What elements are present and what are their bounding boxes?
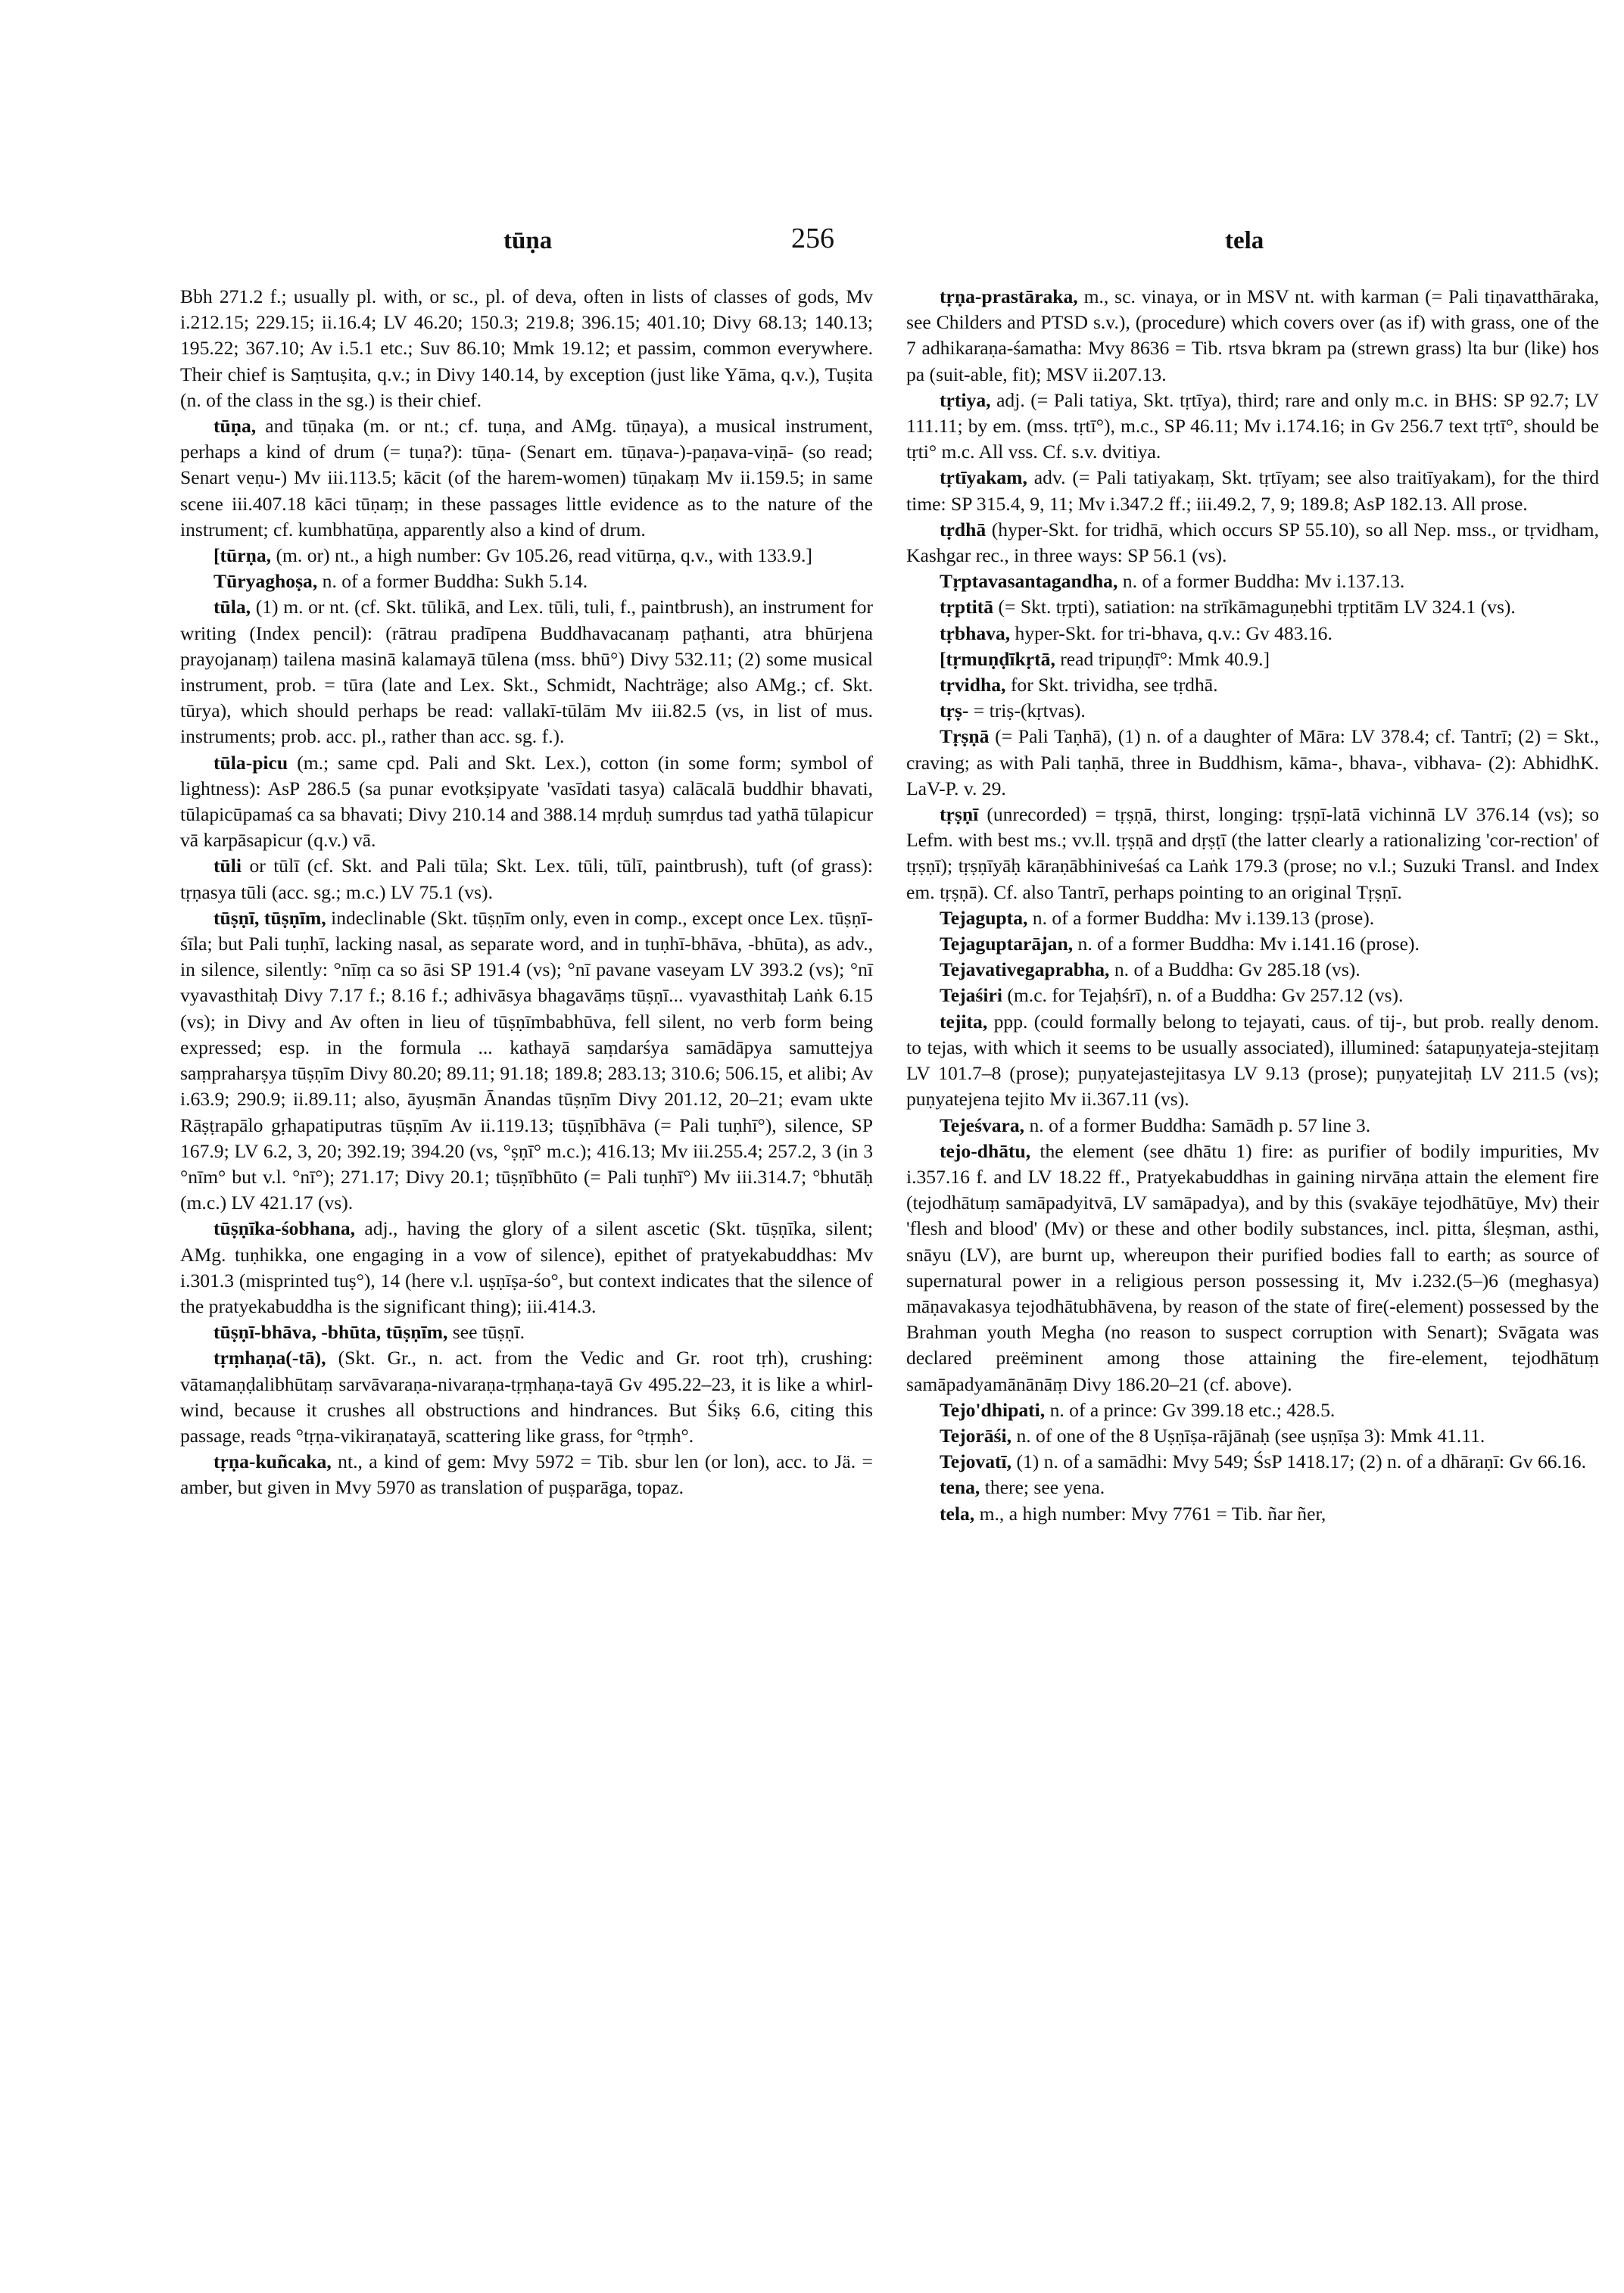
dictionary-entry xyxy=(180,750,873,854)
dictionary-entry xyxy=(180,569,873,594)
entry-text: n. of a former Buddha: Samādh p. 57 line 3. xyxy=(1029,1114,1371,1136)
right-column xyxy=(906,284,1599,1527)
entry-headword: tūla-picu xyxy=(214,751,288,774)
entry-text: n. of a prince: Gv 399.18 etc.; 428.5. xyxy=(1049,1398,1336,1421)
entry-headword: tṛṣṇī xyxy=(940,803,979,826)
entry-text: for Skt. trividha, see tṛdhā. xyxy=(1010,674,1218,696)
dictionary-entry xyxy=(906,802,1599,905)
entry-headword: tūṣṇī, tūṣṇīm, xyxy=(214,906,326,929)
dictionary-entry xyxy=(906,1449,1599,1475)
entry-text: (hyper-Skt. for tridhā, which occurs SP 55.10), so all Nep. mss., or tṛvidham, Kashgar rec., in three ways: SP 56.1 (vs). xyxy=(906,518,1599,567)
dictionary-entry xyxy=(180,1319,873,1345)
entry-text: adj., having the glory of a silent ascetic (Skt. tūṣṇīka, silent; AMg. tuṇhikka, one engaging in a vow of silence), epithet of pratyekabuddhas: Mv i.301.3 (misprinted tuṣ°), 14 (here v.l. uṣṇīṣa-śo°, but context indicates that the silence of the pratyekabuddha is the significant thing); iii.414.3. xyxy=(180,1217,873,1317)
entry-headword: [tūrṇa, xyxy=(214,544,272,567)
dictionary-entry xyxy=(906,1397,1599,1423)
dictionary-entry xyxy=(180,284,873,413)
entry-text: and tūṇaka (m. or nt.; cf. tuṇa, and AMg. tūṇaya), a musical instrument, perhaps a kind of drum (= tuṇa?): tūṇa- (Senart em. tūṇava-)-paṇava-viṇā- (so read; Senart veṇu-) Mv iii.113.5; kācit (of the harem-women) tūṇakaṃ Mv ii.159.5; in same scene iii.407.18 kāci tūṇaṃ; in these passages little evidence as to the nature of the instrument; cf. kumbhatūṇa, apparently also a kind of drum. xyxy=(180,415,873,541)
entry-headword: tūṣṇīka-śobhana, xyxy=(214,1217,356,1240)
right-guideword: tela xyxy=(1225,227,1264,254)
entry-headword: Tejeśvara, xyxy=(940,1114,1025,1136)
dictionary-entry xyxy=(180,543,873,569)
entry-text: (m.; same cpd. Pali and Skt. Lex.), cotton (in some form; symbol of lightness): AsP 286.5 (sa punar evotkṣipyate 'vasīdati tasya) calācalā buddhir bhavati, tūlapicūpamaś ca sa bhavati; Divy 210.14 and 388.14 mṛduḥ sumṛdus tad yathā tūlapicur vā karpāsapicur (q.v.) vā. xyxy=(180,751,873,852)
entry-text: ppp. (could formally belong to tejayati, caus. of tij-, but prob. really denom. to tejas, with which it seems to be usually associated), illumined: śatapuṇyateja-stejitaṃ LV 101.7–8 (prose); puṇyatejastejitasya LV 9.13 (prose); puṇyatejitaḥ LV 211.5 (vs); puṇyatejena tejito Mv ii.367.11 (vs). xyxy=(906,1010,1599,1111)
entry-text: (Skt. Gr., n. act. from the Vedic and Gr. root tṛh), crushing: vātamaṇḍalibhūtaṃ sarvāvaraṇa-nivaraṇa-tṛṃhaṇa-tayā Gv 495.22–23, it is like a whirl-wind, because it crushes all obstructions and hindrances. But Śikṣ 6.6, citing this passage, reads °tṛṇa-vikiraṇatayā, scattering like grass, for °tṛṃh°. xyxy=(180,1347,873,1447)
entry-headword: tejo-dhātu, xyxy=(940,1139,1031,1162)
dictionary-entry xyxy=(906,1009,1599,1113)
dictionary-entry xyxy=(906,983,1599,1008)
entry-text: = triṣ-(kṛtvas). xyxy=(973,699,1086,722)
entry-text: n. of a former Buddha: Mv i.139.13 (prose). xyxy=(1032,906,1375,929)
entry-text: n. of a former Buddha: Sukh 5.14. xyxy=(322,570,588,593)
entry-text: see tūṣṇī. xyxy=(452,1321,525,1344)
dictionary-entry xyxy=(180,853,873,905)
entry-text: (1) m. or nt. (cf. Skt. tūlikā, and Lex. tūli, tuli, f., paintbrush), an instrument for writing (Index pencil): (rātrau pradīpena Buddhavacanaṃ paṭhanti, atra bhūrjena prayojanaṃ) tailena masinā kalamayā tūlena (mss. bhū°) Divy 532.11; (2) some musical instrument, prob. = tūra (late and Lex. Skt., Schmidt, Nachträge; also AMg.; cf. Skt. tūrya), which should perhaps be read: vallakī-tūlām Mv iii.82.5 (vs, in list of mus. instruments; prob. acc. pl., rather than acc. sg. f.). xyxy=(180,596,873,748)
dictionary-entry xyxy=(906,1423,1599,1449)
entry-headword: tūli xyxy=(214,855,242,877)
page-number: 256 xyxy=(791,223,834,254)
entry-headword: [tṛmuṇḍīkṛtā, xyxy=(940,647,1055,670)
dictionary-entry xyxy=(180,594,873,749)
entry-text: (= Pali Taṇhā), (1) n. of a daughter of Māra: LV 378.4; cf. Tantrī; (2) = Skt., craving; as with Pali taṇhā, three in Buddhism, kāma-, bhava-, vibhava- (2): AbhidhK. LaV-P. v. 29. xyxy=(906,725,1599,799)
dictionary-entry xyxy=(906,517,1599,569)
entry-text: hyper-Skt. for tri-bhava, q.v.: Gv 483.16. xyxy=(1015,622,1333,644)
dictionary-entry xyxy=(906,594,1599,620)
entry-headword: Tṛṣṇā xyxy=(940,725,990,748)
entry-headword: Tejorāśi, xyxy=(940,1424,1012,1447)
dictionary-entry xyxy=(906,1113,1599,1139)
entry-headword: tṛṣ- xyxy=(940,699,969,722)
entry-headword: tūla, xyxy=(214,596,251,618)
entry-text: (m. or) nt., a high number: Gv 105.26, read vitūrṇa, q.v., with 133.9.] xyxy=(276,544,812,567)
dictionary-entry xyxy=(906,724,1599,802)
entry-headword: tūṣṇī-bhāva, -bhūta, tūṣṇīm, xyxy=(214,1321,448,1344)
entry-headword: Tejaguptarājan, xyxy=(940,933,1074,955)
entry-headword: Tejo'dhipati, xyxy=(940,1398,1046,1421)
dictionary-entry xyxy=(906,569,1599,594)
entry-text: m., sc. vinaya, or in MSV nt. with karman (= Pali tiṇavatthāraka, see Childers and PTSD s.v.), (procedure) which covers over (as if) with grass, one of the 7 adhikaraṇa-śamatha: Mvy 8636 = Tib. rtsva bkram pa (strewn grass) lta bur (like) hos pa (suit-able, fit); MSV ii.207.13. xyxy=(906,285,1600,385)
dictionary-entry xyxy=(180,1345,873,1449)
entry-headword: tṛtīyakam, xyxy=(940,466,1027,489)
entry-headword: tṛptitā xyxy=(940,596,994,618)
entry-text: (m.c. for Tejaḥśrī), n. of a Buddha: Gv 257.12 (vs). xyxy=(1007,984,1404,1007)
entry-headword: tūṇa, xyxy=(214,415,257,438)
dictionary-entry xyxy=(906,931,1599,957)
entry-text: read tripuṇḍī°: Mmk 40.9.] xyxy=(1060,647,1270,670)
entry-text: n. of one of the 8 Uṣṇīṣa-rājānaḥ (see uṣṇīṣa 3): Mmk 41.11. xyxy=(1016,1424,1485,1447)
entry-text: the element (see dhātu 1) fire: as purifier of bodily impurities, Mv i.357.16 f. and LV 18.22 ff., Pratyekabuddhas in gaining nirvāṇa attain the element fire (tejodhātuṃ samāpadyitvā, LV samāpadya), and by this (svakāye tejodhātūye, Mv) their 'flesh and blood' (Mv) or these and other bodily substances, incl. pitta, śleṣman, asthi, snāyu (LV), are burnt up, whereupon their purified bodies fall to earth; as source of supernatural power in a religious person possessing it, Mv i.232.(5–)6 (meghasya) māṇavakasya tejodhātubhāvena, by reason of the state of fire(-element) possessed by the Brahman youth Megha (no reason to suspect corruption with Senart); Svāgata was declared preëminent among those attaining the fire-element, tejodhātuṃ samāpadyamānānāṃ Divy 186.20–21 (cf. above). xyxy=(906,1139,1599,1395)
dictionary-entry xyxy=(906,388,1599,466)
entry-text: (= Skt. tṛpti), satiation: na strīkāmaguṇebhi tṛptitām LV 324.1 (vs). xyxy=(998,596,1516,618)
dictionary-entry xyxy=(906,646,1599,672)
dictionary-entry xyxy=(906,905,1599,931)
entry-text: (1) n. of a samādhi: Mvy 549; ŚsP 1418.17; (2) n. of a dhāraṇī: Gv 66.16. xyxy=(1016,1450,1586,1473)
dictionary-entry xyxy=(180,905,873,1216)
left-column xyxy=(180,284,873,1501)
entry-headword: tṛṇa-kuñcaka, xyxy=(214,1450,332,1473)
entry-text: adj. (= Pali tatiya, Skt. tṛtīya), third; rare and only m.c. in BHS: SP 92.7; LV 111.11; by em. (mss. tṛtī°), m.c., SP 46.11; Mv i.174.16; in Gv 256.7 text tṛtī°, should be tṛti° m.c. All vss. Cf. s.v. dvitiya. xyxy=(906,388,1600,463)
entry-text: indeclinable (Skt. tūṣṇīm only, even in comp., except once Lex. tūṣṇī-śīla; but Pali tuṇhī, lacking nasal, as separate word, and in tuṇhī-bhāva, -bhūta), as adv., in silence, silently: °nīṃ ca so āsi SP 191.4 (vs); °nī pavane vaseyam LV 393.2 (vs); °nī vyavasthitaḥ Divy 7.17 f.; 8.16 f.; adhivāsya bhagavāṃs tūṣṇī... vyavasthitaḥ Laṅk 6.15 (vs); in Divy and Av often in lieu of tūṣṇīmbabhūva, fell silent, no verb form being expressed; esp. in the formula ... kathayā saṃdarśya samādāpya samuttejya saṃpraharṣya tūṣṇīm Divy 80.20; 89.11; 91.18; 189.8; 283.13; 310.6; 506.15, et alibi; Av i.63.9; 290.9; ii.89.11; also, āyuṣmān Ānandas tūṣṇīm Divy 201.12, 20–21; evam ukte Rāṣṭrapālo gṛhapatiputras tūṣṇīm Av ii.119.13; tūṣṇībhāva (= Pali tuṇhī°), silence, SP 167.9; LV 6.2, 3, 20; 392.19; 394.20 (vs, °ṣṇī° m.c.); 416.13; Mv iii.255.4; 257.2, 3 (in 3 °nīm° but v.l. °nī°); 271.17; Divy 20.1; tūṣṇībhūto (= Pali tuṇhī°) Mv iii.314.7; °bhutāḥ (m.c.) LV 421.17 (vs). xyxy=(180,906,874,1214)
entry-headword: Tejovatī, xyxy=(940,1450,1012,1473)
entry-headword: Tṛptavasantagandha, xyxy=(940,570,1118,593)
entry-text: n. of a Buddha: Gv 285.18 (vs). xyxy=(1114,958,1361,981)
dictionary-entry xyxy=(906,957,1599,983)
entry-text: (unrecorded) = tṛṣṇā, thirst, longing: tṛṣṇī-latā vichinnā LV 376.14 (vs); so Lefm. with best ms.; vv.ll. tṛṣṇā and dṛṣṭī (the latter clearly a rationalizing 'cor-rection' of tṛṣṇī); tṛṣṇīyāḥ kāraṇābhiniveśaś ca Laṅk 179.3 (prose; no v.l.; Suzuki Transl. and Index em. tṛṣṇā). Cf. also Tantrī, perhaps pointing to an original Tṛṣṇī. xyxy=(906,803,1599,903)
dictionary-entry xyxy=(906,1139,1599,1397)
entry-text: adv. (= Pali tatiyakaṃ, Skt. tṛtīyam; see also traitīyakam), for the third time: SP 315.4, 9, 11; Mv i.347.2 ff.; iii.49.2, 7, 9; 189.8; AsP 182.13. All prose. xyxy=(906,466,1599,515)
entry-headword: tṛṃhaṇa(-tā), xyxy=(214,1347,326,1369)
dictionary-entry xyxy=(180,1449,873,1500)
dictionary-entry xyxy=(906,1475,1599,1500)
dictionary-entry xyxy=(906,465,1599,516)
entry-text: nt., a kind of gem: Mvy 5972 = Tib. sbur len (or lon), acc. to Jä. = amber, but given in Mvy 5970 as translation of puṣparāga, topaz. xyxy=(180,1450,873,1499)
entry-headword: tṛdhā xyxy=(940,518,987,541)
dictionary-entry xyxy=(906,698,1599,724)
entry-headword: tṛvidha, xyxy=(940,674,1006,696)
entry-headword: Tejaśiri xyxy=(940,984,1002,1007)
dictionary-entry xyxy=(906,621,1599,646)
entry-headword: tṛṇa-prastāraka, xyxy=(940,285,1078,307)
left-guideword: tūṇa xyxy=(503,227,553,254)
entry-text: m., a high number: Mvy 7761 = Tib. ñar ñer, xyxy=(979,1502,1326,1525)
entry-headword: Tūryaghoṣa, xyxy=(214,570,318,593)
entry-headword: Tejavativegaprabha, xyxy=(940,958,1110,981)
dictionary-entry xyxy=(906,1501,1599,1527)
entry-headword: tṛtiya, xyxy=(940,388,991,411)
entry-text: n. of a former Buddha: Mv i.137.13. xyxy=(1122,570,1405,593)
entry-headword: tṛbhava, xyxy=(940,622,1011,644)
dictionary-entry xyxy=(180,1216,873,1319)
entry-text: Bbh 271.2 f.; usually pl. with, or sc., pl. of deva, often in lists of classes of gods, Mv i.212.15; 229.15; ii.16.4; LV 46.20; 150.3; 219.8; 396.15; 401.10; Divy 68.13; 140.13; 195.22; 367.10; Av i.5.1 etc.; Suv 86.10; Mmk 19.12; et passim, common everywhere. Their chief is Saṃtuṣita, q.v.; in Divy 140.14, by exception (just like Yāma, q.v.), Tuṣita (n. of the class in the sg.) is their chief. xyxy=(180,285,873,411)
entry-headword: Tejagupta, xyxy=(940,906,1028,929)
entry-text: there; see yena. xyxy=(984,1476,1105,1499)
dictionary-entry xyxy=(906,672,1599,698)
entry-headword: tela, xyxy=(940,1502,975,1525)
entry-text: or tūlī (cf. Skt. and Pali tūla; Skt. Lex. tūli, tūlī, paintbrush), tuft (of grass): tṛṇasya tūli (acc. sg.; m.c.) LV 75.1 (vs). xyxy=(180,855,873,903)
entry-headword: tejita, xyxy=(940,1010,988,1033)
entry-headword: tena, xyxy=(940,1476,980,1499)
dictionary-entry xyxy=(180,413,873,543)
dictionary-entry xyxy=(906,284,1599,388)
entry-text: n. of a former Buddha: Mv i.141.16 (prose). xyxy=(1077,933,1420,955)
